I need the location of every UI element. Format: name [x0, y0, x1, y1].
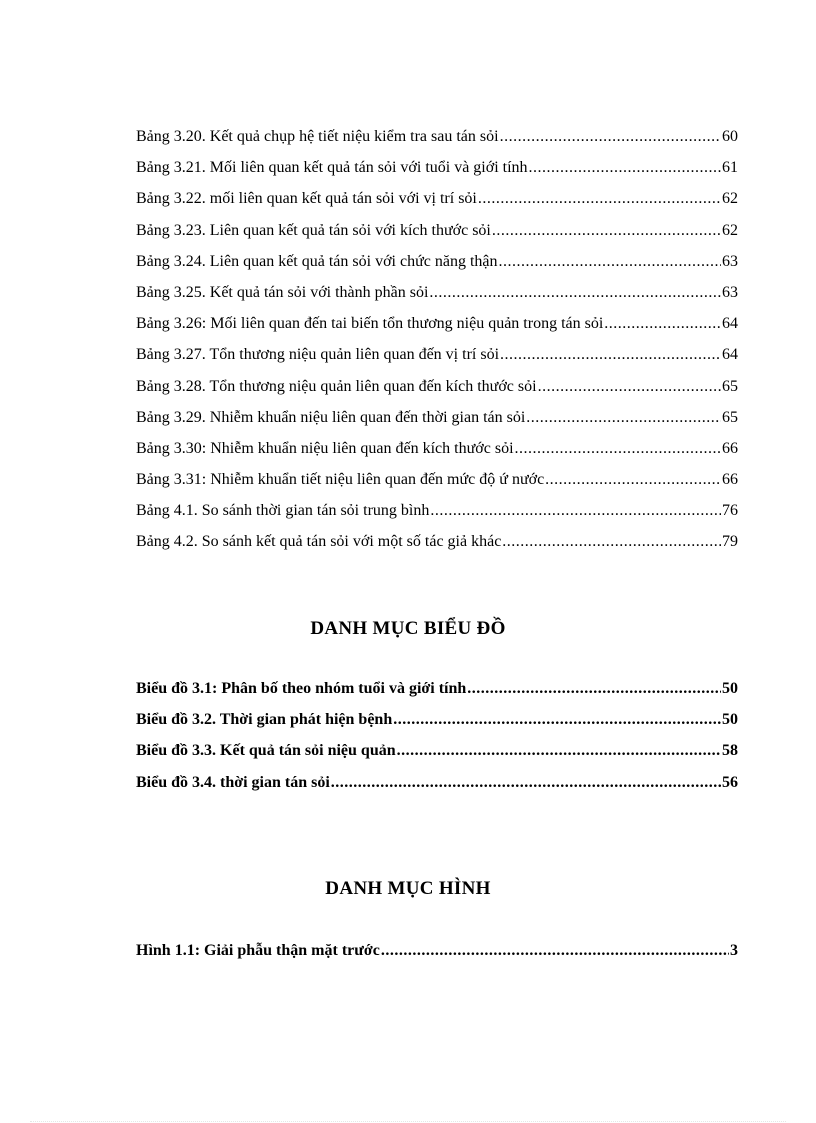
- toc-entry-table[interactable]: [136, 533, 738, 564]
- toc-page-number: 66: [722, 471, 738, 489]
- dot-leader: [429, 284, 721, 302]
- toc-entry-table[interactable]: [136, 471, 738, 502]
- toc-entry-label: Bảng 3.22. mối liên quan kết quả tán sỏi với vị trí sỏi: [136, 190, 477, 208]
- toc-page-number: 56: [722, 773, 738, 791]
- toc-entry-label: Biểu đồ 3.2. Thời gian phát hiện bệnh: [136, 711, 393, 729]
- toc-page-number: 50: [722, 711, 738, 729]
- toc-page-number: 50: [722, 680, 738, 697]
- table-list: [136, 128, 738, 565]
- toc-page-number: 61: [722, 159, 738, 177]
- toc-entry-label: Biểu đồ 3.3. Kết quả tán sỏi niệu quản: [136, 742, 396, 760]
- toc-entry-label: Bảng 4.2. So sánh kết quả tán sỏi với một số tác giả khác: [136, 533, 502, 551]
- toc-page-number: 66: [722, 439, 738, 457]
- toc-entry-label: Bảng 3.28. Tổn thương niệu quản liên quan đến kích thước sỏi: [136, 377, 537, 395]
- toc-page-number: 76: [722, 502, 738, 520]
- toc-entry-label: Bảng 4.1. So sánh thời gian tán sỏi trung bình: [136, 502, 430, 520]
- dot-leader: [502, 533, 721, 551]
- toc-entry-label: Bảng 3.27. Tổn thương niệu quản liên quan đến vị trí sỏi: [136, 346, 500, 364]
- toc-entry-table[interactable]: [136, 502, 738, 533]
- toc-page-number: 62: [722, 221, 738, 239]
- toc-page-number: 64: [722, 346, 738, 364]
- dot-leader: [393, 711, 721, 729]
- toc-entry-table[interactable]: [136, 378, 738, 409]
- toc-page-number: 63: [722, 283, 738, 301]
- page-bottom-rule: [30, 1121, 786, 1122]
- dot-leader: [381, 942, 729, 960]
- toc-entry-label: Bảng 3.21. Mối liên quan kết quả tán sỏi với tuổi và giới tính: [136, 159, 528, 177]
- toc-entry-label: Bảng 3.25. Kết quả tán sỏi với thành phần sỏi: [136, 283, 429, 301]
- toc-entry-chart[interactable]: [136, 680, 738, 711]
- toc-entry-table[interactable]: [136, 409, 738, 440]
- toc-entry-table[interactable]: [136, 190, 738, 221]
- toc-entry-label: Biểu đồ 3.1: Phân bố theo nhóm tuổi và giới tính: [136, 680, 467, 697]
- toc-entry-label: Hình 1.1: Giải phẫu thận mặt trước: [136, 942, 380, 959]
- dot-leader: [430, 502, 721, 520]
- toc-entry-table[interactable]: [136, 128, 738, 159]
- toc-entry-label: Bảng 3.23. Liên quan kết quả tán sỏi với kích thước sỏi: [136, 221, 491, 239]
- toc-page-number: 65: [722, 377, 738, 395]
- toc-entry-table[interactable]: [136, 284, 738, 315]
- dot-leader: [478, 190, 721, 208]
- toc-entry-label: Bảng 3.31: Nhiễm khuẩn tiết niệu liên quan đến mức độ ứ nước: [136, 471, 545, 489]
- dot-leader: [538, 378, 721, 396]
- dot-leader: [515, 440, 721, 458]
- toc-entry-chart[interactable]: [136, 774, 738, 805]
- dot-leader: [331, 774, 721, 792]
- toc-entry-label: Bảng 3.24. Liên quan kết quả tán sỏi với chức năng thận: [136, 252, 498, 270]
- dot-leader: [397, 742, 721, 760]
- toc-entry-chart[interactable]: [136, 711, 738, 742]
- dot-leader: [492, 222, 721, 240]
- toc-entry-label: Bảng 3.30: Nhiễm khuẩn niệu liên quan đến kích thước sỏi: [136, 439, 514, 457]
- dot-leader: [529, 159, 721, 177]
- toc-entry-table[interactable]: [136, 315, 738, 346]
- toc-entry-table[interactable]: [136, 346, 738, 377]
- charts-list-heading: DANH MỤC BIỂU ĐỒ: [310, 618, 506, 639]
- toc-entry-table[interactable]: [136, 440, 738, 471]
- dot-leader: [545, 471, 721, 489]
- toc-page-number: 65: [722, 408, 738, 426]
- toc-page-number: 63: [722, 252, 738, 270]
- toc-entry-label: Biểu đồ 3.4. thời gian tán sỏi: [136, 773, 330, 791]
- figure-list: [136, 942, 738, 973]
- toc-page-number: 62: [722, 190, 738, 208]
- toc-page-number: 3: [730, 942, 738, 959]
- toc-page-number: 60: [722, 128, 738, 145]
- figures-list-heading: DANH MỤC HÌNH: [325, 878, 491, 899]
- dot-leader: [500, 128, 721, 146]
- toc-entry-table[interactable]: [136, 222, 738, 253]
- toc-page-number: 64: [722, 315, 738, 333]
- toc-entry-label: Bảng 3.29. Nhiễm khuẩn niệu liên quan đến thời gian tán sỏi: [136, 408, 526, 426]
- toc-entry-label: Bảng 3.26: Mối liên quan đến tai biến tổn thương niệu quản trong tán sỏi: [136, 315, 604, 333]
- toc-entry-table[interactable]: [136, 159, 738, 190]
- chart-list: [136, 680, 738, 805]
- dot-leader: [467, 680, 721, 698]
- dot-leader: [526, 409, 721, 427]
- toc-entry-table[interactable]: [136, 253, 738, 284]
- toc-page-number: 58: [722, 742, 738, 760]
- dot-leader: [500, 346, 721, 364]
- toc-entry-figure[interactable]: [136, 942, 738, 973]
- toc-entry-label: Bảng 3.20. Kết quả chụp hệ tiết niệu kiểm tra sau tán sỏi: [136, 128, 499, 145]
- toc-entry-chart[interactable]: [136, 742, 738, 773]
- toc-page-number: 79: [722, 533, 738, 551]
- dot-leader: [499, 253, 722, 271]
- dot-leader: [604, 315, 721, 333]
